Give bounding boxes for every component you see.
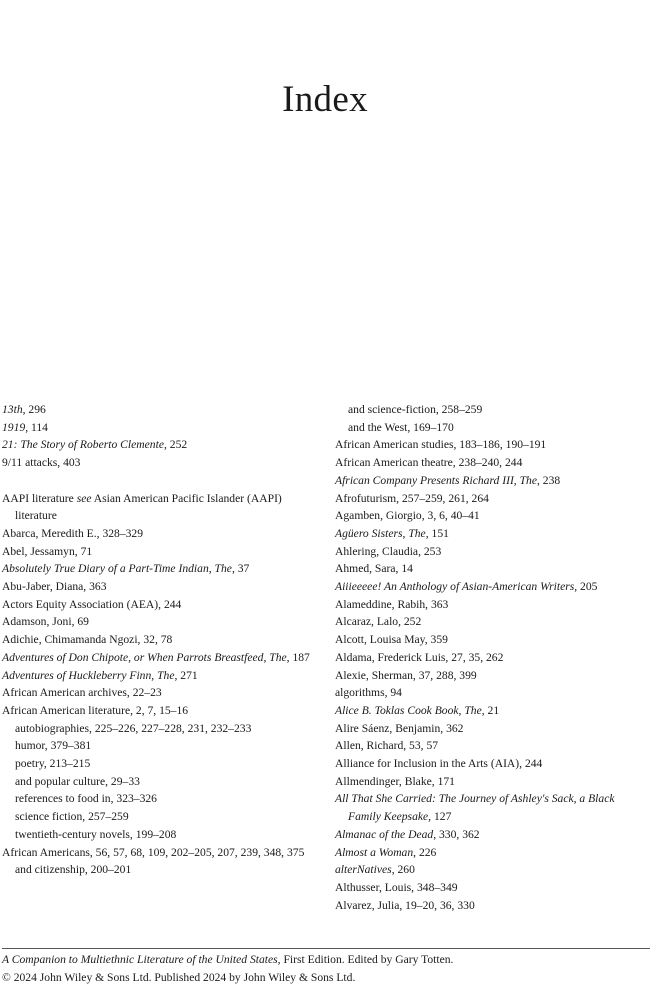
index-entry xyxy=(2,436,320,454)
entry-text: Actors Equity Association (AEA), 244 xyxy=(2,597,182,611)
entry-text: , 271 xyxy=(174,668,198,682)
entry-text: African Americans, 56, 57, 68, 109, 202–205, 207, 239, 348, 375 xyxy=(2,845,305,859)
index-entry xyxy=(2,596,320,614)
index-subentry xyxy=(2,720,320,738)
entry-text: poetry, 213–215 xyxy=(15,757,91,771)
entry-text: , 151 xyxy=(425,526,449,540)
entry-text: and popular culture, 29–33 xyxy=(15,774,140,788)
entry-text: African American studies, 183–186, 190–191 xyxy=(335,438,547,452)
index-entry xyxy=(335,826,647,844)
entry-text: Alcaraz, Lalo, 252 xyxy=(335,615,422,629)
entry-title-italic: 21: The Story of Roberto Clemente xyxy=(2,438,164,452)
index-entry xyxy=(335,613,647,631)
page-title: Index xyxy=(282,79,368,120)
entry-title-italic: 13th xyxy=(2,403,23,416)
index-entry xyxy=(335,844,647,862)
index-entry xyxy=(335,790,647,825)
index-entry xyxy=(335,720,647,738)
entry-text: , 260 xyxy=(391,863,415,877)
entry-text: Adichie, Chimamanda Ngozi, 32, 78 xyxy=(2,633,173,647)
entry-text: 9/11 attacks, 403 xyxy=(2,456,81,470)
index-entry xyxy=(335,490,647,508)
entry-title-italic: Adventures of Huckleberry Finn, The xyxy=(2,668,175,682)
index-gap xyxy=(2,472,320,490)
entry-text: Afrofuturism, 257–259, 261, 264 xyxy=(335,491,489,505)
entry-title-italic: Alice B. Toklas Cook Book, The xyxy=(335,703,482,717)
entry-title-italic: Almanac of the Dead xyxy=(335,827,434,841)
entry-text: Ahlering, Claudia, 253 xyxy=(335,544,442,558)
entry-title-italic: Agüero Sisters, The xyxy=(335,526,426,540)
footer-rule xyxy=(2,948,650,949)
index-subentry xyxy=(2,790,320,808)
entry-text: African American archives, 22–23 xyxy=(2,686,162,700)
index-entry xyxy=(335,631,647,649)
entry-text: Abel, Jessamyn, 71 xyxy=(2,544,93,558)
index-column-right xyxy=(335,401,647,914)
index-entry xyxy=(2,702,320,720)
index-entry xyxy=(335,454,647,472)
entry-text: African American literature, 2, 7, 15–16 xyxy=(2,703,189,717)
index-subentry xyxy=(2,861,320,879)
entry-text: humor, 379–381 xyxy=(15,739,92,753)
entry-text: Alameddine, Rabih, 363 xyxy=(335,597,449,611)
entry-text: Allmendinger, Blake, 171 xyxy=(335,774,455,788)
entry-title-italic: Adventures of Don Chipote, or When Parrots Breastfeed, The xyxy=(2,650,287,664)
entry-text: , 37 xyxy=(231,562,250,576)
index-entry xyxy=(2,490,320,525)
entry-text: , 127 xyxy=(428,810,452,824)
index-entry xyxy=(2,667,320,685)
entry-text: Asian American Pacific Islander (AAPI) literature xyxy=(15,491,282,523)
index-entry xyxy=(2,543,320,561)
index-subentry xyxy=(2,773,320,791)
entry-text: Allen, Richard, 53, 57 xyxy=(335,739,439,753)
index-subentry xyxy=(2,808,320,826)
entry-text: and science-fiction, 258–259 xyxy=(348,403,483,416)
entry-title-italic: All That She Carried: The Journey of Ashley's Sack, a Black Family Keepsake xyxy=(335,792,615,824)
entry-text: Adamson, Joni, 69 xyxy=(2,615,89,629)
entry-text: Agamben, Giorgio, 3, 6, 40–41 xyxy=(335,509,480,523)
index-entry xyxy=(335,684,647,702)
index-entry xyxy=(335,560,647,578)
index-entry xyxy=(2,613,320,631)
entry-text: , 21 xyxy=(481,703,500,717)
index-entry xyxy=(335,507,647,525)
entry-title-italic: 1919 xyxy=(2,420,26,434)
index-entry xyxy=(2,525,320,543)
entry-text: Aldama, Frederick Luis, 27, 35, 262 xyxy=(335,650,504,664)
entry-text: Althusser, Louis, 348–349 xyxy=(335,880,458,894)
index-entry xyxy=(2,578,320,596)
entry-title-italic: see xyxy=(76,491,92,505)
entry-text: , 205 xyxy=(574,580,598,594)
entry-text: Ahmed, Sara, 14 xyxy=(335,562,413,576)
copyright-line: © 2024 John Wiley & Sons Ltd. Published 2024 by John Wiley & Sons Ltd. xyxy=(2,970,356,984)
index-entry xyxy=(335,879,647,897)
entry-text: , 187 xyxy=(286,650,310,664)
entry-text: , 330, 362 xyxy=(433,827,480,841)
entry-text: , 296 xyxy=(22,403,46,416)
entry-text: Alliance for Inclusion in the Arts (AIA), 244 xyxy=(335,757,543,771)
entry-text: algorithms, 94 xyxy=(335,686,402,700)
entry-text: Abarca, Meredith E., 328–329 xyxy=(2,526,144,540)
index-entry xyxy=(2,454,320,472)
index-entry xyxy=(2,401,320,419)
index-entry xyxy=(335,543,647,561)
entry-text: and citizenship, 200–201 xyxy=(15,863,132,877)
citation-line xyxy=(2,951,648,969)
index-entry xyxy=(335,649,647,667)
book-title: A Companion to Multiethnic Literature of the United States xyxy=(2,953,278,966)
entry-text: Alexie, Sherman, 37, 288, 399 xyxy=(335,668,477,682)
entry-text: Alvarez, Julia, 19–20, 36, 330 xyxy=(335,898,475,912)
edition-text: , First Edition. Edited by Gary Totten. xyxy=(277,953,454,966)
entry-text: twentieth-century novels, 199–208 xyxy=(15,827,177,841)
index-entry xyxy=(2,560,320,578)
entry-text: , 238 xyxy=(537,473,561,487)
index-entry xyxy=(335,861,647,879)
index-entry xyxy=(2,649,320,667)
index-entry xyxy=(2,844,320,862)
index-entry xyxy=(335,773,647,791)
entry-text: African American theatre, 238–240, 244 xyxy=(335,456,523,470)
entry-title-italic: Aiiieeeee! An Anthology of Asian-American Writers xyxy=(335,580,575,594)
index-entry xyxy=(335,525,647,543)
entry-text: autobiographies, 225–226, 227–228, 231, 232–233 xyxy=(15,721,252,735)
entry-title-italic: alterNatives xyxy=(335,863,392,877)
entry-text: , 252 xyxy=(163,438,188,452)
index-subentry xyxy=(2,826,320,844)
entry-text: Alire Sáenz, Benjamin, 362 xyxy=(335,721,464,735)
index-entry xyxy=(335,737,647,755)
index-entry xyxy=(335,578,647,596)
entry-text: Alcott, Louisa May, 359 xyxy=(335,633,448,647)
index-entry xyxy=(335,702,647,720)
index-entry xyxy=(335,897,647,915)
index-subentry xyxy=(335,401,647,419)
entry-text: Abu-Jaber, Diana, 363 xyxy=(2,580,107,594)
index-entry xyxy=(335,436,647,454)
entry-text: , 114 xyxy=(25,420,48,434)
index-subentry xyxy=(2,737,320,755)
entry-text: , 226 xyxy=(413,845,437,859)
entry-title-italic: African Company Presents Richard III, The xyxy=(335,473,537,487)
index-entry xyxy=(335,472,647,490)
index-column-left xyxy=(2,401,320,879)
index-entry xyxy=(335,596,647,614)
index-entry xyxy=(335,755,647,773)
index-entry xyxy=(2,684,320,702)
index-entry xyxy=(2,631,320,649)
entry-text: AAPI literature xyxy=(2,491,77,505)
index-subentry xyxy=(2,755,320,773)
entry-title-italic: Absolutely True Diary of a Part-Time Indian, The xyxy=(2,562,232,576)
index-entry xyxy=(335,667,647,685)
index-subentry xyxy=(335,419,647,437)
entry-text: and the West, 169–170 xyxy=(348,420,454,434)
index-entry xyxy=(2,419,320,437)
footer xyxy=(2,951,648,986)
entry-text: references to food in, 323–326 xyxy=(15,792,157,806)
entry-text: science fiction, 257–259 xyxy=(15,810,129,824)
entry-title-italic: Almost a Woman xyxy=(335,845,414,859)
